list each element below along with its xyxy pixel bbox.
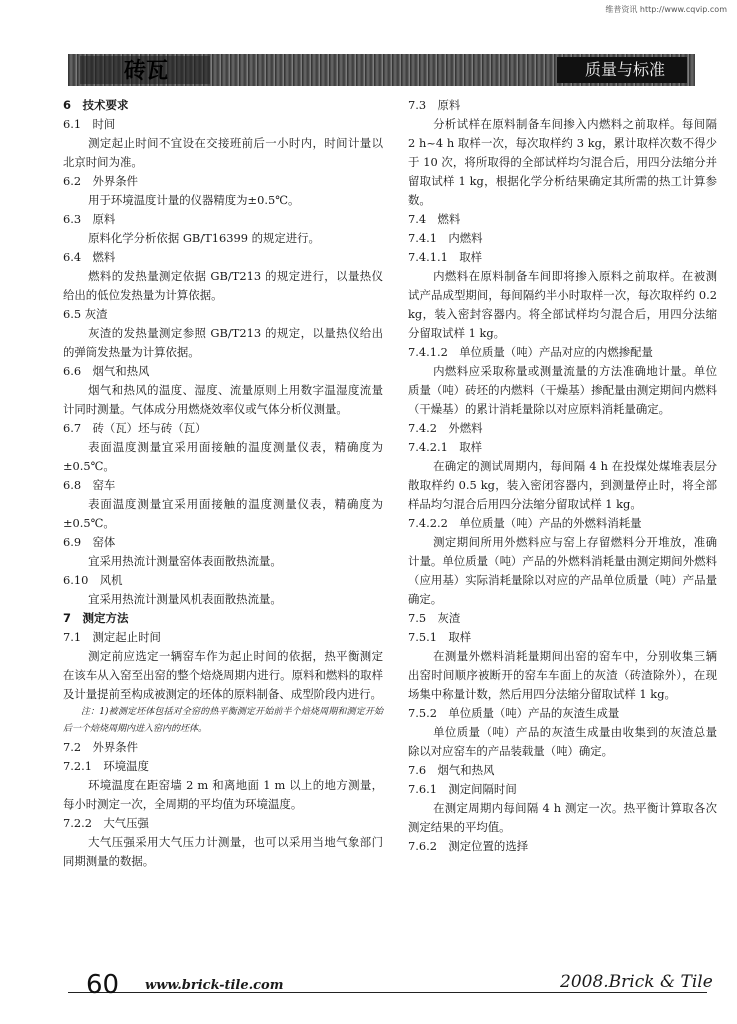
section-heading: 6.8 窑车 [63,478,116,492]
section-heading: 7.4.2 外燃料 [408,421,483,435]
section-heading: 7.4.1.1 取样 [408,250,483,264]
section-heading: 7.2 外界条件 [63,740,139,754]
paragraph: 宜采用热流计测量风机表面散热流量。 [88,592,282,606]
paragraph: 单位质量（吨）产品的灰渣生成量由收集到的灰渣总量除以对应窑车的产品装载量（吨）确定。 [408,725,717,758]
watermark-text: 维普资讯 http://www.cqvip.com [605,5,727,14]
section-heading: 7.4.2.2 单位质量（吨）产品的外燃料消耗量 [408,516,642,530]
paragraph: 测定起止时间不宜设在交接班前后一小时内，时间计量以北京时间为准。 [63,136,383,169]
footnote: 注：1)被测定坯体包括对全窑的热平衡测定开始前半个焙烧周期和测定开始后一个焙烧周期内进入窑内的坯体。 [63,707,383,734]
section-heading: 7.3 原料 [408,98,461,112]
section-banner [68,54,695,86]
section-heading: 7.4.2.1 取样 [408,440,483,454]
section-heading: 7.2.1 环境温度 [63,759,149,773]
paragraph: 在测量外燃料消耗量期间出窑的窑车中，分别收集三辆出窑时间顺序被断开的窑车车面上的灰渣（砖渣除外），在现场集中称量计数，然后用四分法缩分留取试样 1 kg。 [408,649,717,701]
paragraph: 燃料的发热量测定依据 GB/T213 的规定进行，以量热仪给出的低位发热量为计算依据。 [63,269,383,302]
logo-text: 砖瓦 [124,58,169,84]
paragraph: 大气压强采用大气压力计测量，也可以采用当地气象部门同期测量的数据。 [63,835,383,868]
website-url: www.brick-tile.com [145,978,284,993]
paragraph: 环境温度在距窑墙 2 m 和离地面 1 m 以上的地方测量，每小时测定一次，全周期的平均值为环境温度。 [63,778,383,811]
section-heading: 6.9 窑体 [63,535,116,549]
paragraph: 分析试样在原料制备车间掺入内燃料之前取样。每间隔 2 h~4 h 取样一次，每次取样约 3 kg，累计取样次数不得少于 10 次，将所取得的全部试样均匀混合后，用四分法缩分并留取试样 1 kg，根据化学分析结果确定其所需的热工计算参数。 [408,117,717,207]
section-heading: 6.6 烟气和热风 [63,364,150,378]
paragraph: 原料化学分析依据 GB/T16399 的规定进行。 [88,231,320,245]
paragraph: 表面温度测量宜采用面接触的温度测量仪表，精确度为±0.5℃。 [63,497,383,530]
section-heading: 6.5 灰渣 [63,307,108,321]
paragraph: 烟气和热风的温度、湿度、流量原则上用数字温湿度流量计同时测量。气体成分用燃烧效率仪或气体分析仪测量。 [63,383,383,416]
section-heading: 7.6 烟气和热风 [408,763,495,777]
section-heading: 7.6.1 测定间隔时间 [408,782,517,796]
paragraph: 内燃料在原料制备车间即将掺入原料之前取样。在被测试产品成型期间，每间隔约半小时取样一次，每次取样约 0.2 kg，装入密封容器内。将全部试样均匀混合后，用四分法缩分留取试样 1 kg。 [408,269,717,340]
section-title: 质量与标准 [557,57,687,83]
paragraph: 表面温度测量宜采用面接触的温度测量仪表，精确度为±0.5℃。 [63,440,383,473]
section-heading: 6.10 风机 [63,573,123,587]
section-heading: 6.1 时间 [63,117,116,131]
section-heading: 7.2.2 大气压强 [63,816,149,830]
section-heading: 6.2 外界条件 [63,174,139,188]
section-heading: 7.4.1 内燃料 [408,231,483,245]
paragraph: 用于环境温度计量的仪器精度为±0.5℃。 [88,193,300,207]
left-column [63,96,383,871]
paragraph: 宜采用热流计测量窑体表面散热流量。 [88,554,282,568]
section-heading: 6.3 原料 [63,212,116,226]
paragraph: 灰渣的发热量测定参照 GB/T213 的规定，以量热仪给出的弹筒发热量为计算依据。 [63,326,383,359]
section-heading: 7.5.1 取样 [408,630,472,644]
section-heading: 7.4 燃料 [408,212,461,226]
section-heading: 7.6.2 测定位置的选择 [408,839,529,853]
section-heading: 7.4.1.2 单位质量（吨）产品对应的内燃掺配量 [408,345,653,359]
page-number: 60 [86,970,120,1000]
magazine-logo [80,56,210,84]
paragraph: 在测定周期内每间隔 4 h 测定一次。热平衡计算取各次测定结果的平均值。 [408,801,717,834]
section-heading: 7.1 测定起止时间 [63,630,161,644]
section-heading: 7.5.2 单位质量（吨）产品的灰渣生成量 [408,706,620,720]
paragraph: 测定期间所用外燃料应与窑上存留燃料分开堆放，准确计量。单位质量（吨）产品的外燃料消耗量由测定期间外燃料（应用基）实际消耗量除以对应的产品单位质量（吨）产品量确定。 [408,535,717,606]
paragraph: 内燃料应采取称量或测量流量的方法准确地计量。单位质量（吨）砖坯的内燃料（干燥基）掺配量由测定期间内燃料（干燥基）的累计消耗量除以对应原料消耗量确定。 [408,364,717,416]
section-heading: 6 技术要求 [63,98,129,112]
issue-label: 2008.Brick & Tile [560,972,713,992]
paragraph: 测定前应选定一辆窑车作为起止时间的依据，热平衡测定在该车从入窑至出窑的整个焙烧周期内进行。原料和燃料的取样及计量提前至构成被测定的坯体的原料制备、成型阶段内进行。 [63,649,383,701]
section-heading: 7 测定方法 [63,611,129,625]
section-heading: 6.4 燃料 [63,250,116,264]
section-heading: 7.5 灰渣 [408,611,461,625]
right-column [408,96,717,856]
section-heading: 6.7 砖（瓦）坯与砖（瓦） [63,421,207,435]
paragraph: 在确定的测试周期内，每间隔 4 h 在投煤处煤堆表层分散取样约 0.5 kg，装入密闭容器内，到测量停止时，将全部样品均匀混合后用四分法缩分留取试样 1 kg。 [408,459,717,511]
